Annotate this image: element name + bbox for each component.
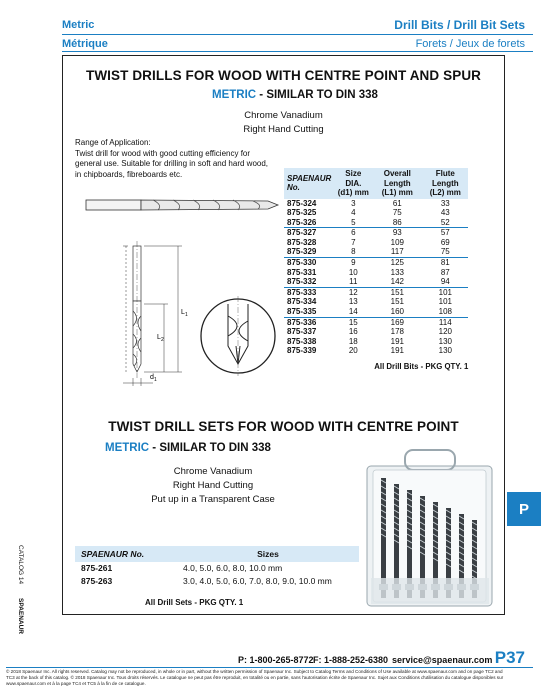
cell-part-no: 875-263 bbox=[81, 576, 113, 586]
cell-part-no: 875-332 bbox=[284, 277, 334, 287]
table-row bbox=[284, 327, 468, 337]
side-brand bbox=[14, 598, 24, 648]
cell-overall: 117 bbox=[372, 247, 422, 257]
cell-overall: 178 bbox=[390, 327, 404, 337]
drill-tip-detail-icon bbox=[201, 296, 275, 376]
cell-overall: 191 bbox=[390, 346, 404, 356]
cell-part-no: 875-324 bbox=[287, 198, 317, 208]
table-row bbox=[284, 208, 468, 218]
cell-flute: 101 bbox=[438, 287, 452, 297]
cell-overall: 75 bbox=[392, 208, 402, 218]
cell-size: 11 bbox=[334, 277, 372, 287]
cell-size: 10 bbox=[348, 267, 358, 277]
cell-size: 6 bbox=[351, 228, 356, 238]
cell-flute: 101 bbox=[438, 297, 452, 307]
table-row bbox=[284, 268, 468, 278]
drill-bit-illustration bbox=[78, 186, 283, 386]
section2-packaging: Put up in a Transparent Case bbox=[151, 494, 275, 505]
header-category-en: Drill Bits / Drill Bit Sets bbox=[394, 18, 525, 32]
table-row bbox=[284, 307, 468, 317]
svg-text:1: 1 bbox=[154, 377, 157, 383]
header-category-fr: Forets / Jeux de forets bbox=[415, 38, 525, 50]
footer-email[interactable]: service@spaenaur.com bbox=[392, 655, 493, 665]
cell-size: 15 bbox=[348, 317, 358, 327]
sets-col-no: SPAENAUR No. bbox=[75, 546, 177, 562]
cell-flute: 43 bbox=[440, 208, 450, 218]
cell-part-no: 875-261 bbox=[81, 563, 113, 573]
cell-part-no: 875-331 bbox=[287, 267, 317, 277]
table-row bbox=[284, 317, 468, 327]
cell-overall: 151 bbox=[390, 297, 404, 307]
cell-flute: 57 bbox=[440, 228, 450, 238]
section2-metric-rest: - SIMILAR TO DIN 338 bbox=[149, 442, 271, 454]
cell-size: 20 bbox=[348, 346, 358, 356]
section2-material: Chrome Vanadium bbox=[173, 466, 253, 477]
cell-size: 13 bbox=[348, 297, 358, 307]
footer-divider bbox=[6, 667, 533, 668]
header-divider bbox=[62, 34, 533, 35]
cell-overall: 191 bbox=[390, 336, 404, 346]
cell-overall: 125 bbox=[390, 258, 404, 268]
cell-size: 12 bbox=[348, 287, 358, 297]
cell-flute: 33 bbox=[440, 198, 450, 208]
legal-en: © 2018 Spaenaur Inc. All rights reserved. Catalog may not be reproduced, in whole or in part, without the written permission of Spaenaur Inc. Subject to Catalog Terms and Conditions of Use available at www.spaenaur.com and on page TC2 and TC3 at the back of this catalog. bbox=[6, 669, 503, 680]
cell-flute: 52 bbox=[422, 218, 468, 228]
cell-overall: 160 bbox=[372, 307, 422, 317]
cell-size: 14 bbox=[334, 307, 372, 317]
l1-label: L bbox=[181, 309, 185, 316]
side-catalog bbox=[14, 545, 24, 595]
spec-table-wrapper bbox=[284, 168, 468, 371]
header-metric-fr: Métrique bbox=[62, 38, 108, 50]
cell-part-no: 875-329 bbox=[284, 247, 334, 257]
spec-table-header bbox=[284, 168, 468, 199]
col-flute-length: Flute Length (L2) mm bbox=[422, 168, 468, 199]
cell-size: 8 bbox=[334, 247, 372, 257]
cell-part-no: 875-330 bbox=[287, 258, 317, 268]
cell-overall: 142 bbox=[372, 277, 422, 287]
cell-flute: 120 bbox=[438, 327, 452, 337]
cell-overall: 86 bbox=[372, 218, 422, 228]
cell-sizes: 3.0, 4.0, 5.0, 6.0, 7.0, 8.0, 9.0, 10.0 mm bbox=[183, 576, 332, 586]
section1-cutting: Right Hand Cutting bbox=[243, 124, 324, 135]
cell-part-no: 875-335 bbox=[284, 307, 334, 317]
table-row bbox=[284, 277, 468, 287]
range-text: Twist drill for wood with good cutting efficiency for general use. Suitable for drilling in soft and hard wood, in chipboards, fibreboards etc. bbox=[75, 148, 269, 179]
cell-part-no: 875-333 bbox=[287, 287, 317, 297]
horizontal-drill-icon bbox=[86, 200, 278, 210]
drill-sets-table bbox=[75, 546, 359, 588]
cell-flute: 81 bbox=[440, 258, 450, 268]
cell-part-no: 875-337 bbox=[287, 327, 317, 337]
footer-fax: F: 1-888-252-6380 bbox=[313, 655, 389, 665]
sets-table-wrapper bbox=[75, 546, 359, 607]
header-metric-en: Metric bbox=[62, 19, 95, 31]
section2-title: TWIST DRILL SETS FOR WOOD WITH CENTRE POINT bbox=[108, 419, 459, 434]
table-row bbox=[284, 258, 468, 268]
header-divider-2 bbox=[62, 51, 533, 52]
cell-size: 4 bbox=[351, 208, 356, 218]
section1-standard bbox=[212, 89, 378, 101]
table-row bbox=[284, 297, 468, 307]
sets-table-header bbox=[75, 546, 359, 562]
cell-overall: 61 bbox=[392, 198, 402, 208]
cell-size: 18 bbox=[348, 336, 358, 346]
drill-sets-pkg-note: All Drill Sets - PKG QTY. 1 bbox=[145, 598, 244, 607]
cell-part-no: 875-339 bbox=[287, 346, 317, 356]
brand-logo-text: SPAENAUR bbox=[17, 598, 24, 634]
drill-spec-table bbox=[284, 168, 468, 356]
section2-cutting: Right Hand Cutting bbox=[172, 480, 254, 491]
table-row bbox=[284, 199, 468, 209]
cell-size: 7 bbox=[351, 237, 356, 247]
table-row bbox=[284, 247, 468, 257]
section1-metric-word: METRIC bbox=[212, 89, 257, 101]
cell-part-no: 875-338 bbox=[287, 336, 317, 346]
table-row bbox=[284, 228, 468, 238]
page-number: P37 bbox=[494, 648, 525, 667]
cell-flute: 87 bbox=[440, 267, 450, 277]
l2-label: L bbox=[157, 334, 161, 341]
section2-metric-word: METRIC bbox=[105, 442, 150, 454]
cell-flute: 69 bbox=[440, 237, 450, 247]
section2-standard bbox=[105, 442, 271, 454]
table-row bbox=[75, 575, 359, 588]
cell-overall: 133 bbox=[390, 267, 404, 277]
cell-part-no: 875-326 bbox=[284, 218, 334, 228]
table-row bbox=[284, 337, 468, 347]
cell-flute: 130 bbox=[438, 346, 452, 356]
section1-metric-rest: - SIMILAR TO DIN 338 bbox=[256, 89, 378, 101]
section-tab-p[interactable]: P bbox=[507, 492, 541, 526]
cell-flute: 75 bbox=[422, 247, 468, 257]
range-title: Range of Application: bbox=[75, 138, 151, 147]
table-row bbox=[284, 238, 468, 248]
svg-text:1: 1 bbox=[185, 312, 188, 318]
col-overall-length: Overall Length (L1) mm bbox=[372, 168, 422, 199]
cell-part-no: 875-327 bbox=[287, 228, 317, 238]
col-spaenaur-no: SPAENAUR No. bbox=[284, 168, 334, 199]
section1-material: Chrome Vanadium bbox=[244, 110, 323, 121]
table-row bbox=[284, 218, 468, 228]
footer-phone: P: 1-800-265-8772 bbox=[238, 655, 314, 665]
cell-flute: 108 bbox=[422, 307, 468, 317]
table-row bbox=[75, 562, 359, 575]
cell-overall: 109 bbox=[390, 237, 404, 247]
table-row bbox=[284, 287, 468, 297]
cell-flute: 94 bbox=[422, 277, 468, 287]
range-of-application bbox=[75, 138, 275, 180]
drill-bits-pkg-note: All Drill Bits - PKG QTY. 1 bbox=[374, 362, 469, 371]
cell-part-no: 875-334 bbox=[287, 297, 317, 307]
drill-set-case-image bbox=[365, 448, 495, 608]
legal-notice bbox=[6, 669, 506, 687]
cell-size: 5 bbox=[334, 218, 372, 228]
cell-part-no: 875-336 bbox=[287, 317, 317, 327]
sets-table-body bbox=[75, 562, 359, 588]
col-size-dia: Size DIA. (d1) mm bbox=[334, 168, 372, 199]
cell-overall: 151 bbox=[390, 287, 404, 297]
cell-size: 16 bbox=[348, 327, 358, 337]
cell-size: 3 bbox=[351, 198, 356, 208]
cell-flute: 114 bbox=[438, 317, 452, 327]
section1-title: TWIST DRILLS FOR WOOD WITH CENTRE POINT AND SPUR bbox=[85, 68, 482, 83]
legal-fr: © 2018 Spaenaur Inc. Tous droits réservés. Le catalogue ne peut pas être reproduit, en totalité ou en partie, sans l'autorisation écrite de Spaenaur Inc. Sujet aux Conditions d'utilisation du catalogue disponibles sur www.spaenaur.com et à la page TC4 et TC5 à la fin de ce catalogue. bbox=[6, 675, 504, 686]
catalog-label: CATALOG 14 bbox=[17, 545, 24, 585]
d1-label: d bbox=[150, 374, 154, 381]
cell-overall: 93 bbox=[392, 228, 402, 238]
cell-overall: 169 bbox=[390, 317, 404, 327]
sets-col-sizes: Sizes bbox=[177, 546, 359, 562]
cell-part-no: 875-325 bbox=[287, 208, 317, 218]
spec-table-body bbox=[284, 199, 468, 357]
svg-text:2: 2 bbox=[161, 337, 164, 343]
vertical-drill-icon bbox=[123, 241, 188, 386]
table-row bbox=[284, 346, 468, 356]
cell-part-no: 875-328 bbox=[287, 237, 317, 247]
cell-flute: 130 bbox=[438, 336, 452, 346]
cell-size: 9 bbox=[351, 258, 356, 268]
content-panel bbox=[62, 55, 505, 615]
cell-sizes: 4.0, 5.0, 6.0, 8.0, 10.0 mm bbox=[183, 563, 283, 573]
